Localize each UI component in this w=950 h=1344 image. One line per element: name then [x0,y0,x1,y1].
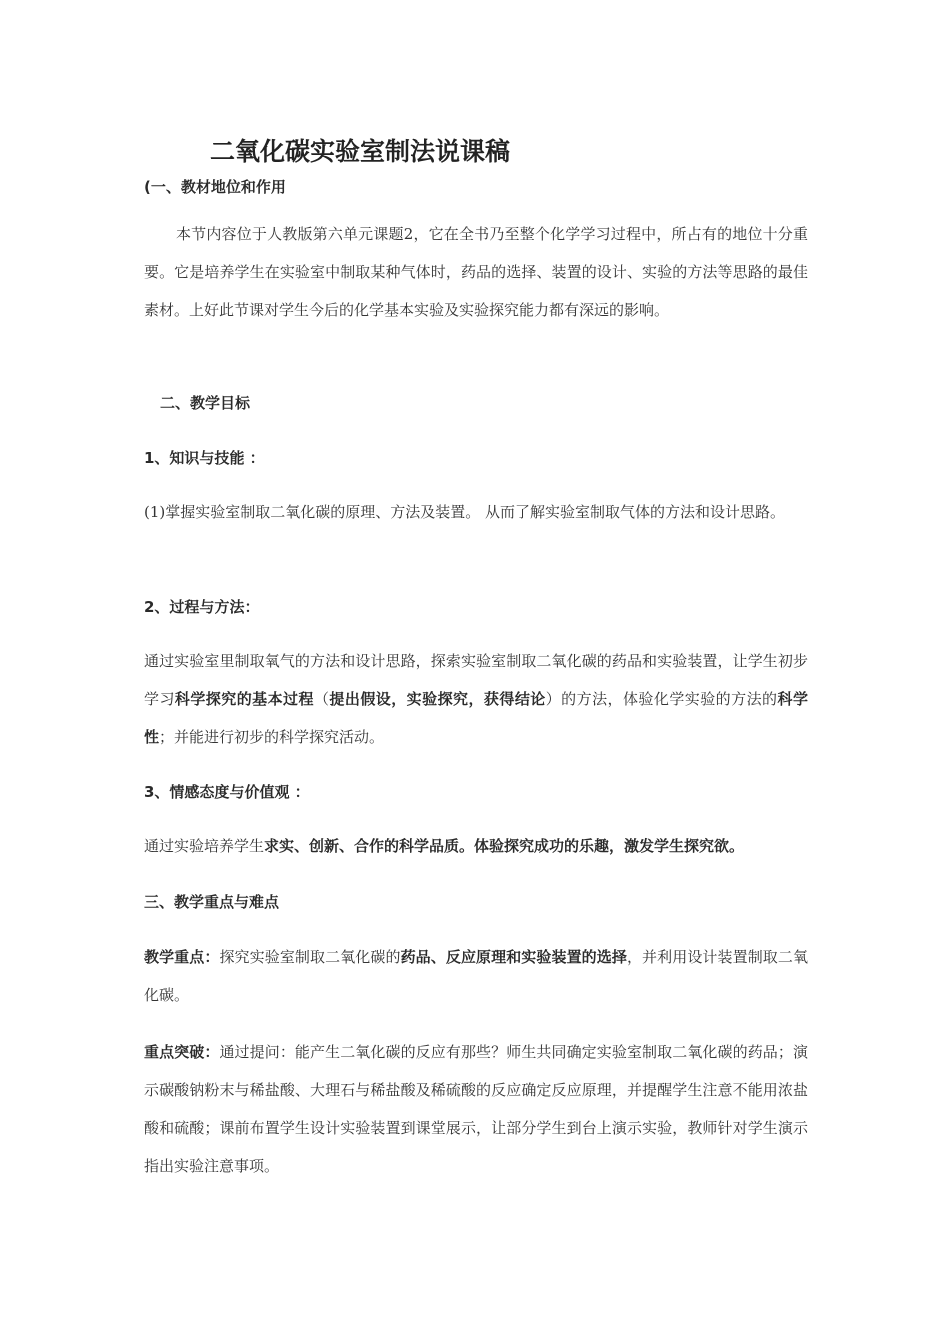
bold-phrase: 提出假设，实验探究，获得结论 [329,690,546,708]
breakthrough-body: 重点突破：通过提问：能产生二氧化碳的反应有那些？师生共同确定实验室制取二氧化碳的药品；演示碳酸钠粉末与稀盐酸、大理石与稀盐酸及稀硫酸的反应确定反应原理，并提醒学生注意不能用浓盐酸和硫酸；课前布置学生设计实验装置到课堂展示，让部分学生到台上演示实验，教师针对学生演示指出实验注意事项。 [144,1043,808,1175]
section3-heading: 三、教学重点与难点 [144,893,280,911]
section1-heading: (一、教材地位和作用 [144,178,286,196]
knowledge-skills-body: (1)掌握实验室制取二氧化碳的原理、方法及装置。 从而了解实验室制取气体的方法和设计思路。 [144,503,786,521]
attitude-values-heading: 3、情感态度与价值观 ： [144,783,310,801]
knowledge-skills-heading: 1、知识与技能 ： [144,449,265,467]
key-points-label: 教学重点： [144,948,220,966]
bold-phrase: 科学探究的基本过程 [174,690,314,708]
process-method-body: 通过实验室里制取氧气的方法和设计思路，探索实验室制取二氧化碳的药品和实验装置，让学生初步学习科学探究的基本过程（提出假设，实验探究，获得结论）的方法，体验化学实验的方法的科学性；并能进行初步的科学探究活动。 [144,652,808,746]
bold-phrase: 药品、反应原理和实验装置的选择 [400,948,627,966]
section2-heading: 二、教学目标 [160,394,251,412]
bold-phrase: 求实、创新、合作的科学品质。体验探究成功的乐趣，激发学生探究欲。 [264,837,745,855]
section1-body: 本节内容位于人教版第六单元课题2，它在全书乃至整个化学学习过程中，所占有的地位十分重要。它是培养学生在实验室中制取某种气体时，药品的选择、装置的设计、实验的方法等思路的最佳素材。上好此节课对学生今后的化学基本实验及实验探究能力都有深远的影响。 [144,225,808,319]
document-title: 二氧化碳实验室制法说课稿 [210,137,511,166]
attitude-values-body: 通过实验培养学生求实、创新、合作的科学品质。体验探究成功的乐趣，激发学生探究欲。 [144,837,745,855]
process-method-heading: 2、过程与方法： [144,598,260,616]
bold-phrase: 科学性 [144,690,808,746]
breakthrough-label: 重点突破： [144,1043,220,1061]
key-points-body: 教学重点：探究实验室制取二氧化碳的药品、反应原理和实验装置的选择，并利用设计装置制取二氧化碳。 [144,948,808,1004]
